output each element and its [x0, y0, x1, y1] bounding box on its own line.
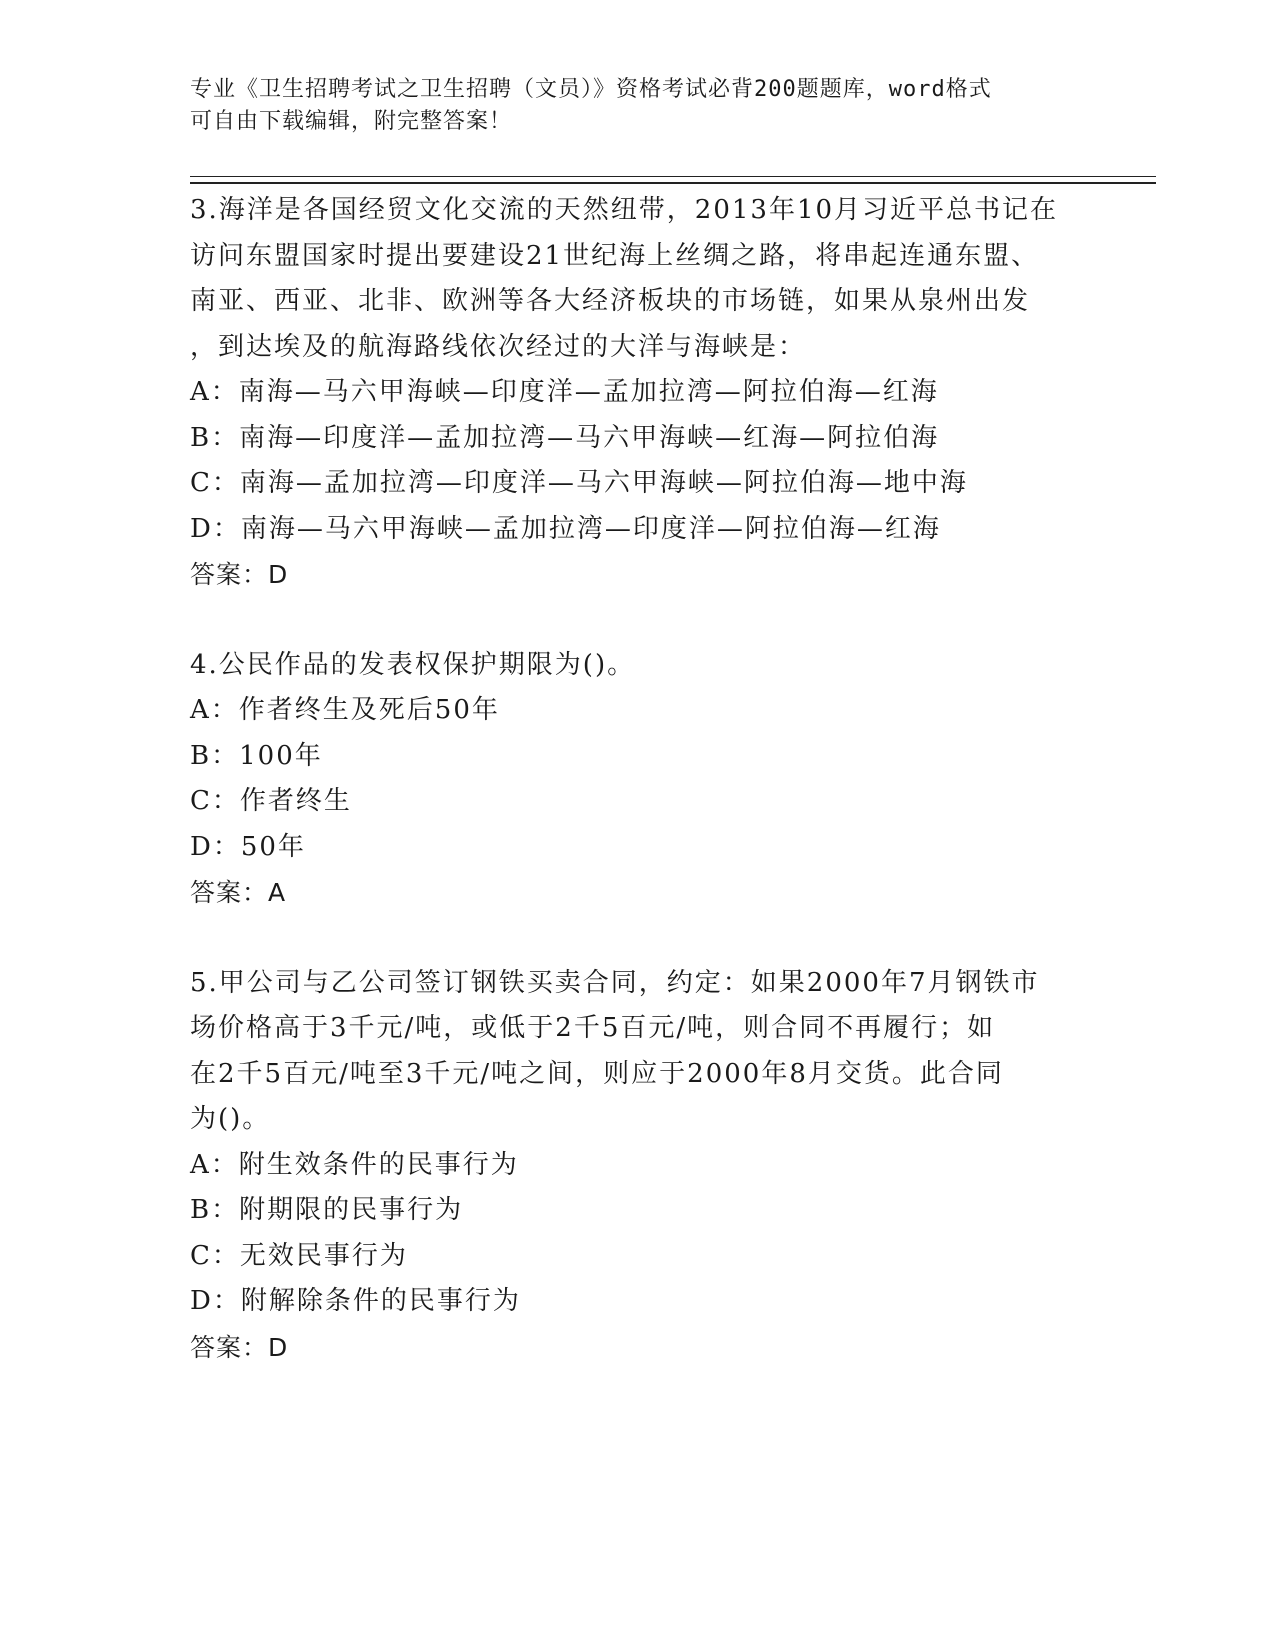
question-item — [190, 643, 1110, 916]
question-text — [190, 643, 1110, 689]
answer-line: 答案：D — [190, 560, 289, 589]
question-line: 南亚、西亚、北非、欧洲等各大经济板块的市场链，如果从泉州出发 — [190, 286, 1031, 316]
option-d: D：附解除条件的民事行为 — [190, 1286, 521, 1316]
question-line: 场价格高于3千元/吨，或低于2千5百元/吨，则合同不再履行；如 — [190, 1013, 996, 1043]
header-divider-thick — [190, 182, 1156, 184]
question-text — [190, 188, 1110, 370]
option-a: A：南海—马六甲海峡—印度洋—孟加拉湾—阿拉伯海—红海 — [190, 377, 939, 407]
question-list — [190, 188, 1110, 1370]
question-line: ，到达埃及的航海路线依次经过的大洋与海峡是： — [190, 331, 807, 362]
option-c: C：作者终生 — [190, 786, 352, 816]
question-item — [190, 188, 1110, 598]
question-line: 4.公民作品的发表权保护期限为()。 — [190, 649, 636, 680]
option-c: C：无效民事行为 — [190, 1240, 408, 1271]
option-c: C：南海—孟加拉湾—印度洋—马六甲海峡—阿拉伯海—地中海 — [190, 468, 968, 498]
option-b: B：南海—印度洋—孟加拉湾—马六甲海峡—红海—阿拉伯海 — [190, 422, 940, 453]
option-a: A：附生效条件的民事行为 — [190, 1149, 519, 1180]
question-line: 3.海洋是各国经贸文化交流的天然纽带，2013年10月习近平总书记在 — [190, 195, 1059, 225]
option-d: D：南海—马六甲海峡—孟加拉湾—印度洋—阿拉伯海—红海 — [190, 513, 941, 544]
option-a: A：作者终生及死后50年 — [190, 695, 500, 725]
question-spacer — [190, 916, 1110, 961]
question-line: 访问东盟国家时提出要建设21世纪海上丝绸之路，将串起连通东盟、 — [190, 240, 1040, 271]
question-text — [190, 961, 1110, 1143]
answer-line: 答案：A — [190, 878, 287, 907]
question-line: 5.甲公司与乙公司签订钢铁买卖合同，约定：如果2000年7月钢铁市 — [190, 967, 1040, 998]
question-line: 为()。 — [190, 1104, 271, 1134]
header-line: 可自由下载编辑，附完整答案！ — [190, 109, 513, 134]
header-divider — [190, 176, 1156, 177]
question-line: 在2千5百元/吨至3千元/吨之间，则应于2000年8月交货。此合同 — [190, 1058, 1004, 1089]
header-line: 专业《卫生招聘考试之卫生招聘（文员）》资格考试必背200题题库，word格式 — [190, 77, 992, 102]
question-item — [190, 961, 1110, 1371]
option-b: B：100年 — [190, 740, 323, 771]
option-b: B：附期限的民事行为 — [190, 1195, 464, 1225]
answer-line: 答案：D — [190, 1332, 289, 1362]
document-header — [190, 74, 1090, 138]
option-d: D：50年 — [190, 831, 306, 862]
question-spacer — [190, 598, 1110, 643]
